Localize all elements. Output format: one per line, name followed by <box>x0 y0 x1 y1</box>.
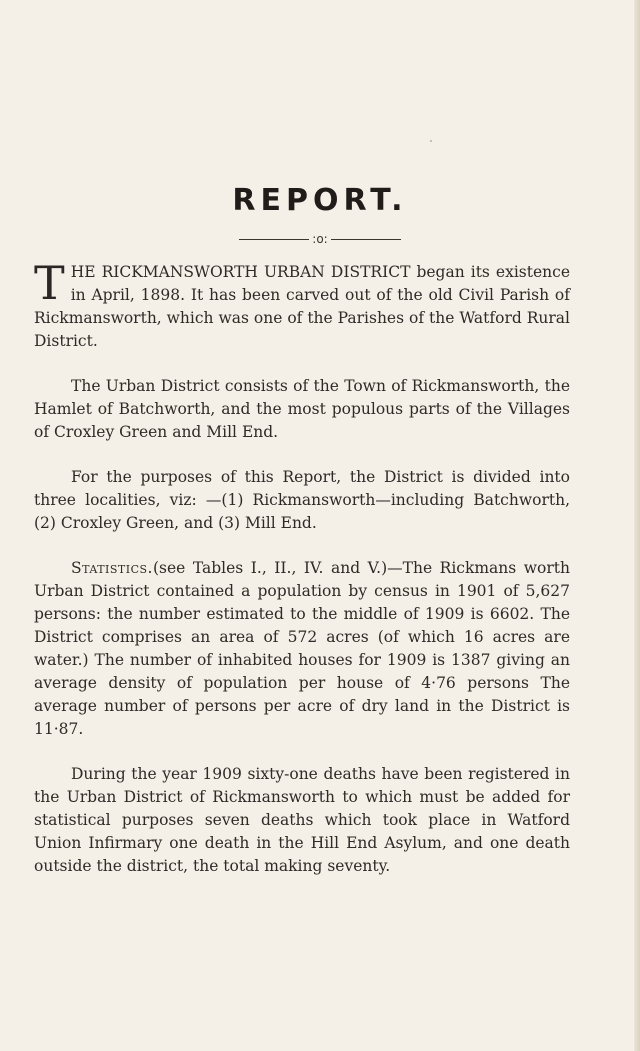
divider-rule-left <box>239 239 309 240</box>
title-divider <box>0 232 640 246</box>
drop-cap: T <box>34 256 65 310</box>
divider-rule-right <box>331 239 401 240</box>
paragraph-district-composition <box>34 375 570 444</box>
paragraph-localities <box>34 466 570 535</box>
paragraph-text: During the year 1909 sixty-one deaths have been registered in the Urban District of Rickmansworth to which must be added for statistical purposes seven deaths which took place in Watford Union Infirmary one death in the Hill End Asylum, and one death outside the district, the total making seventy. <box>34 765 570 875</box>
report-body <box>34 256 570 900</box>
divider-mark: :o: <box>312 232 328 246</box>
paper-speck <box>430 140 432 142</box>
paragraph-introduction <box>34 256 570 353</box>
page-edge <box>634 0 640 1051</box>
paragraph-text: HE RICKMANSWORTH URBAN DISTRICT began its existence in April, 1898. It has been carved out of the old Civil Parish of Rickmansworth, which was one of the Parishes of the Watford Rural District. <box>34 263 570 350</box>
paragraph-statistics <box>34 557 570 741</box>
paragraph-text: The Urban District consists of the Town of Rickmansworth, the Hamlet of Batchworth, and the most populous parts of the Villages of Croxley Green and Mill End. <box>34 377 570 441</box>
paragraph-deaths <box>34 763 570 878</box>
page-title: REPORT. <box>232 183 408 218</box>
section-lead: Statistics. <box>71 559 153 577</box>
paragraph-text: For the purposes of this Report, the District is divided into three localities, viz: —(1) Rickmansworth—including Batchworth, (2) Croxley Green, and (3) Mill End. <box>34 468 570 532</box>
paragraph-text: (see Tables I., II., IV. and V.)—The Rickmans worth Urban District contained a population by census in 1901 of 5,627 persons: the number estimated to the middle of 1909 is 6602. The District comprises an area of 572 acres (of which 16 acres are water.) The number of inhabited houses for 1909 is 1387 giving an average density of population per house of 4·76 persons The average number of persons per acre of dry land in the District is 11·87. <box>34 559 570 738</box>
